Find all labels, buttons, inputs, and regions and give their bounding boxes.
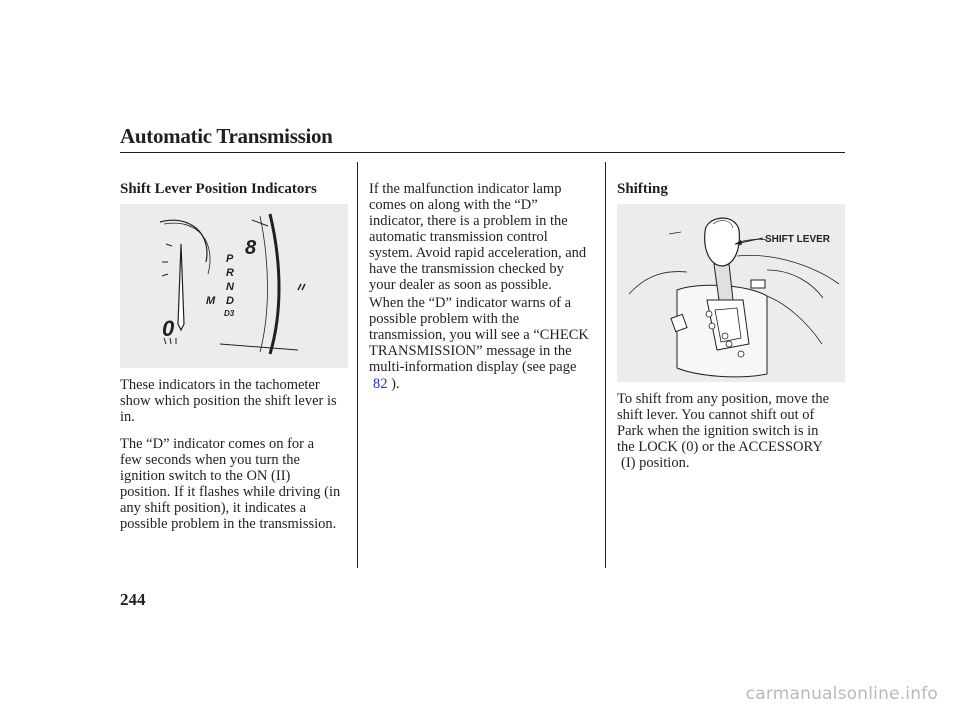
watermark: carmanualsonline.info xyxy=(745,684,938,704)
section-title: Automatic Transmission xyxy=(120,124,333,148)
middle-para-2 xyxy=(369,295,589,375)
right-para-1-end: (I) position. xyxy=(621,455,690,471)
indicator-d3: D3 xyxy=(224,309,235,318)
tachometer-illustration xyxy=(120,204,348,368)
middle-para-1: If the malfunction indicator lamp comes on along with the “D” indicator, there is a problem in the automatic transmission control system. Avoid rapid acceleration, and have the transmission checked by your dealer as soon as possible. xyxy=(369,181,587,293)
right-heading: Shifting xyxy=(617,181,668,197)
column-divider-right xyxy=(605,162,606,568)
gauge-digit-0: 0 xyxy=(162,316,175,341)
title-rule xyxy=(120,152,845,153)
middle-para-2-end: ). xyxy=(387,376,400,392)
indicator-p: P xyxy=(226,253,234,265)
left-para-2: The “D” indicator comes on for a few seconds when you turn the ignition switch to the ON (II) position. If it flashes while driving (in any shift position), it indicates a possible problem in the transmission. xyxy=(120,436,341,532)
page-number: 244 xyxy=(120,590,146,609)
right-para-1: To shift from any position, move the shift lever. You cannot shift out of Park when the ignition switch is in the LOCK (0) or the ACCESSORY xyxy=(617,391,830,455)
tachometer-figure xyxy=(120,204,348,368)
middle-para-2-text: When the “D” indicator warns of a possible problem with the transmission, you will see a “CHECK TRANSMISSION” message in the multi-information display (see page xyxy=(369,295,589,375)
left-para-1: These indicators in the tachometer show which position the shift lever is in. xyxy=(120,377,337,425)
left-heading: Shift Lever Position Indicators xyxy=(120,181,317,197)
indicator-m: M xyxy=(206,295,216,307)
middle-para-2-ref-line xyxy=(373,376,400,392)
shift-lever-illustration xyxy=(617,204,845,382)
indicator-n: N xyxy=(226,281,234,293)
indicator-d: D xyxy=(226,295,234,307)
indicator-r: R xyxy=(226,267,234,279)
shift-lever-label: SHIFT LEVER xyxy=(765,234,831,245)
gauge-digit-8: 8 xyxy=(245,237,257,259)
page-82-link[interactable]: 82 xyxy=(373,376,388,392)
shift-lever-figure xyxy=(617,204,845,382)
column-divider-left xyxy=(357,162,358,568)
